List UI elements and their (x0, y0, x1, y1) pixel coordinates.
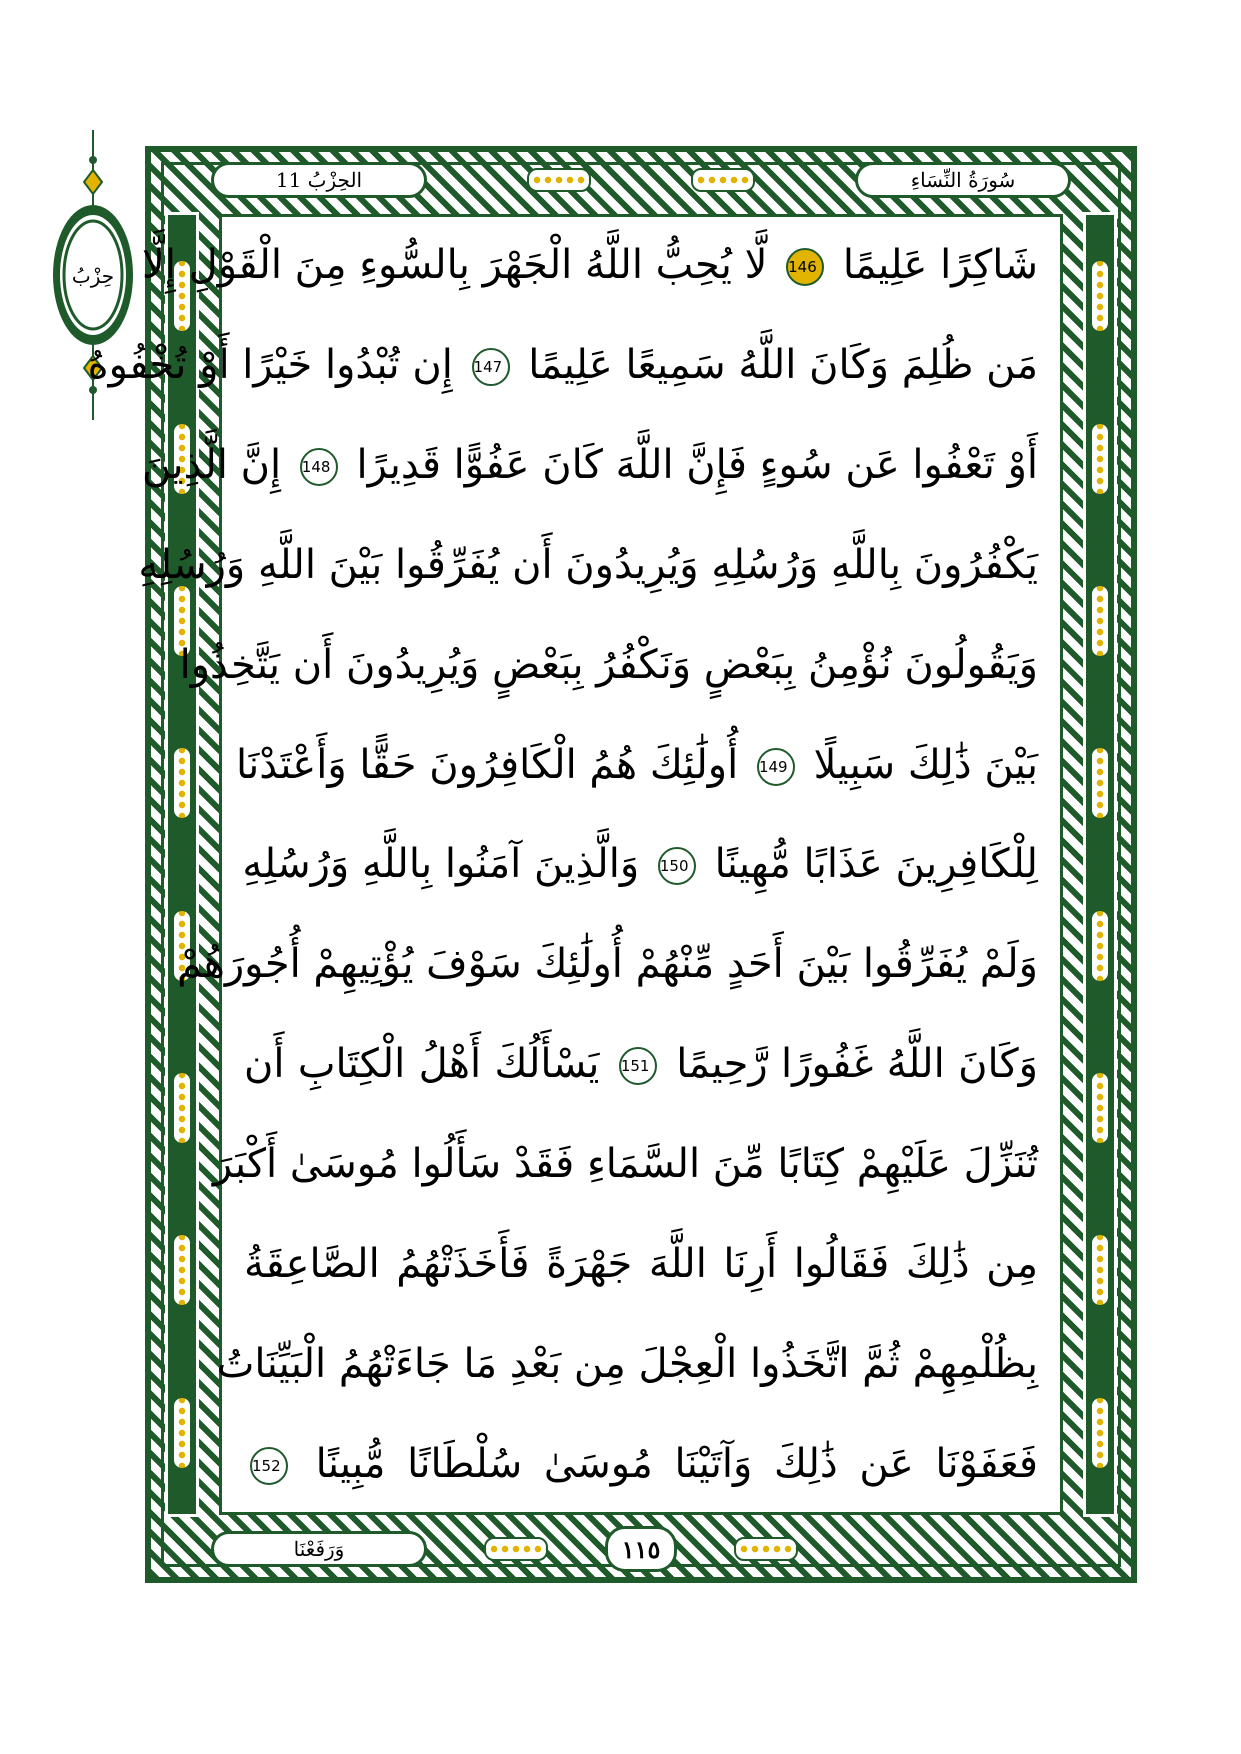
verse-line (142, 235, 1038, 295)
verse-line (177, 934, 1038, 994)
verse-line (244, 1434, 1038, 1494)
verse-text: شَاكِرًا عَلِيمًا (842, 242, 1038, 288)
page-footer (211, 1529, 1071, 1569)
gold-pill-ornament (172, 1396, 192, 1470)
verse-text: وَكَانَ اللَّهُ غَفُورًا رَّحِيمًا (676, 1041, 1039, 1088)
ayah-number-marker: 147 (472, 348, 510, 386)
verse-line (138, 535, 1038, 595)
verse-text: وَالَّذِينَ آمَنُوا بِاللَّهِ وَرُسُلِهِ (242, 841, 640, 888)
ayah-number-marker: 146 (786, 248, 824, 286)
verse-text: مِن ذَٰلِكَ فَقَالُوا أَرِنَا اللَّهَ جَهْرَةً فَأَخَذَتْهُمُ الصَّاعِقَةُ (244, 1241, 1038, 1288)
frame-left-column (165, 212, 199, 1517)
gold-pill-ornament (172, 1071, 192, 1145)
verse-text: بَيْنَ ذَٰلِكَ سَبِيلًا (813, 741, 1038, 788)
ayah-number-marker: 151 (619, 1047, 657, 1085)
gold-pill-ornament (1090, 422, 1110, 496)
page-frame (87, 146, 1137, 1583)
verse-line (244, 1034, 1038, 1094)
verse-line (244, 1234, 1038, 1294)
verse-text: لِلْكَافِرِينَ عَذَابًا مُّهِينًا (714, 841, 1038, 888)
surah-label: سُورَةُ النِّسَاءِ (855, 162, 1071, 198)
verse-line (244, 834, 1038, 894)
hizb-marker-label: حِزْبُ (71, 264, 115, 288)
page-header (211, 160, 1071, 200)
ayah-number-marker: 152 (250, 1447, 288, 1485)
verse-text: يَكْفُرُونَ بِاللَّهِ وَرُسُلِهِ وَيُرِيدُونَ أَن يُفَرِّقُوا بَيْنَ اللَّهِ وَرُسُلِهِ (138, 541, 1038, 588)
verse-text: أُولَٰئِكَ هُمُ الْكَافِرُونَ حَقًّا وَأَعْتَدْنَا (235, 741, 739, 788)
verse-text: بِظُلْمِهِمْ ثُمَّ اتَّخَذُوا الْعِجْلَ مِن بَعْدِ مَا جَاءَتْهُمُ الْبَيِّنَاتُ (216, 1340, 1038, 1387)
verse-text: يَسْأَلُكَ أَهْلُ الْكِتَابِ أَن (244, 1041, 600, 1088)
gold-dots-ornament (691, 168, 755, 192)
gold-pill-ornament (172, 746, 192, 820)
gold-pill-ornament (1090, 259, 1110, 333)
verse-text: وَيَقُولُونَ نُؤْمِنُ بِبَعْضٍ وَنَكْفُرُ بِبَعْضٍ وَيُرِيدُونَ أَن يَتَّخِذُوا (179, 641, 1038, 688)
gold-pill-ornament (172, 1233, 192, 1307)
gold-pill-ornament (1090, 746, 1110, 820)
hizb-label: الحِزْبُ 11 (211, 162, 427, 198)
verse-text: مَن ظُلِمَ وَكَانَ اللَّهُ سَمِيعًا عَلِيمًا (528, 341, 1038, 388)
verse-line (216, 1334, 1038, 1394)
verse-line (179, 635, 1038, 695)
gold-dots-ornament (734, 1537, 798, 1561)
frame-right-column (1083, 212, 1117, 1517)
gold-pill-ornament (1090, 1233, 1110, 1307)
verse-line (212, 1134, 1038, 1194)
verse-text: تُنَزِّلَ عَلَيْهِمْ كِتَابًا مِّنَ السَّمَاءِ فَقَدْ سَأَلُوا مُوسَىٰ أَكْبَرَ (212, 1141, 1038, 1188)
verse-text: أَوْ تَعْفُوا عَن سُوءٍ فَإِنَّ اللَّهَ كَانَ عَفُوًّا قَدِيرًا (356, 441, 1038, 488)
page-number: ١١٥ (605, 1526, 677, 1572)
gold-pill-ornament (1090, 909, 1110, 983)
gold-dots-ornament (527, 168, 591, 192)
gold-pill-ornament (1090, 584, 1110, 658)
verse-text: إِن تُبْدُوا خَيْرًا أَوْ تُخْفُوهُ (87, 341, 453, 388)
verse-text: فَعَفَوْنَا عَن ذَٰلِكَ وَآتَيْنَا مُوسَىٰ سُلْطَانًا مُّبِينًا (315, 1440, 1038, 1487)
verse-line (87, 335, 1038, 395)
verse-line (235, 735, 1038, 795)
verse-line (141, 435, 1038, 495)
ayah-number-marker: 150 (658, 847, 696, 885)
gold-pill-ornament (1090, 1396, 1110, 1470)
verse-text: وَلَمْ يُفَرِّقُوا بَيْنَ أَحَدٍ مِّنْهُمْ أُولَٰئِكَ سَوْفَ يُؤْتِيهِمْ أُجُورَهُمْ (177, 941, 1038, 988)
verse-text: إِنَّ الَّذِينَ (141, 441, 282, 488)
gold-pill-ornament (1090, 1071, 1110, 1145)
gold-dots-ornament (484, 1537, 548, 1561)
ayah-number-marker: 149 (757, 748, 795, 786)
verse-text: لَّا يُحِبُّ اللَّهُ الْجَهْرَ بِالسُّوءِ مِنَ الْقَوْلِ إِلَّا (142, 242, 768, 288)
catchword: وَرَفَعْنَا (211, 1531, 427, 1567)
ayah-number-marker: 148 (300, 448, 338, 486)
